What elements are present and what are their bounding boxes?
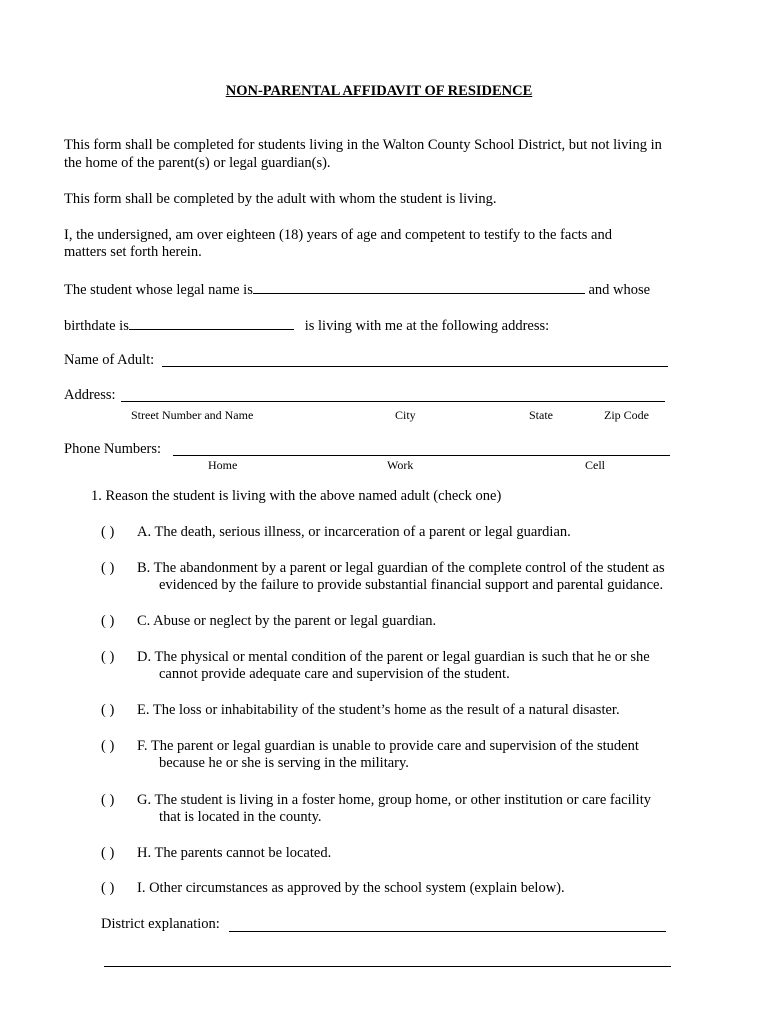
district-explanation-field[interactable] xyxy=(229,931,666,932)
student-name-suffix: and whose xyxy=(588,282,651,298)
intro-paragraph-2: This form shall be completed by the adult with whom the student is living. xyxy=(64,191,497,207)
option-b-text: B. The abandonment by a parent or legal guardian of the complete control of the student as xyxy=(137,560,665,576)
address-sub-city: City xyxy=(395,408,416,422)
option-i-text: I. Other circumstances as approved by the school system (explain below). xyxy=(137,880,565,896)
option-h-text: H. The parents cannot be located. xyxy=(137,845,332,861)
option-d-checkbox[interactable]: ( ) xyxy=(101,649,115,665)
option-g-text-continued: that is located in the county. xyxy=(159,809,322,825)
phone-sub-work: Work xyxy=(387,458,414,472)
district-explanation-label: District explanation: xyxy=(101,916,220,932)
option-g-text: G. The student is living in a foster home, group home, or other institution or care facility xyxy=(137,792,651,808)
option-e-text: E. The loss or inhabitability of the student’s home as the result of a natural disaster. xyxy=(137,702,620,718)
option-c-checkbox[interactable]: ( ) xyxy=(101,613,115,629)
option-b-text-continued: evidenced by the failure to provide substantial financial support and parental guidance. xyxy=(159,577,664,593)
address-label: Address: xyxy=(64,387,116,403)
question-prompt: 1. Reason the student is living with the above named adult (check one) xyxy=(91,488,502,504)
option-a-text: A. The death, serious illness, or incarceration of a parent or legal guardian. xyxy=(137,524,571,540)
district-explanation-field-line-2[interactable] xyxy=(104,966,671,967)
option-h-checkbox[interactable]: ( ) xyxy=(101,845,115,861)
adult-name-label: Name of Adult: xyxy=(64,352,155,368)
option-i-checkbox[interactable]: ( ) xyxy=(101,880,115,896)
phone-field[interactable] xyxy=(173,455,670,456)
birthdate-field[interactable] xyxy=(129,316,294,330)
phone-label: Phone Numbers: xyxy=(64,441,162,457)
student-name-field[interactable] xyxy=(253,280,585,294)
phone-sub-cell: Cell xyxy=(585,458,605,472)
option-e-checkbox[interactable]: ( ) xyxy=(101,702,115,718)
student-name-row xyxy=(64,280,650,299)
address-sub-street: Street Number and Name xyxy=(131,408,254,422)
form-title: NON-PARENTAL AFFIDAVIT OF RESIDENCE xyxy=(225,83,533,99)
option-d-text-continued: cannot provide adequate care and supervision of the student. xyxy=(159,666,510,682)
adult-name-field[interactable] xyxy=(162,366,668,367)
intro-paragraph-1-line-1: This form shall be completed for students living in the Walton County School District, but not living in xyxy=(64,137,662,153)
option-g-checkbox[interactable]: ( ) xyxy=(101,792,115,808)
address-sub-state: State xyxy=(529,408,553,422)
phone-sub-home: Home xyxy=(208,458,238,472)
birthdate-row xyxy=(64,316,549,335)
address-sub-zip: Zip Code xyxy=(604,408,649,422)
birthdate-label: birthdate is xyxy=(64,318,129,334)
option-f-checkbox[interactable]: ( ) xyxy=(101,738,115,754)
intro-paragraph-1-line-2: the home of the parent(s) or legal guardian(s). xyxy=(64,155,331,171)
option-c-text: C. Abuse or neglect by the parent or legal guardian. xyxy=(137,613,437,629)
intro-paragraph-3-line-2: matters set forth herein. xyxy=(64,244,202,260)
option-f-text-continued: because he or she is serving in the military. xyxy=(159,755,409,771)
address-field[interactable] xyxy=(121,401,665,402)
birthdate-suffix: is living with me at the following address: xyxy=(304,318,550,334)
option-d-text: D. The physical or mental condition of the parent or legal guardian is such that he or she xyxy=(137,649,650,665)
option-a-checkbox[interactable]: ( ) xyxy=(101,524,115,540)
intro-paragraph-3-line-1: I, the undersigned, am over eighteen (18) years of age and competent to testify to the facts and xyxy=(64,227,612,243)
option-f-text: F. The parent or legal guardian is unable to provide care and supervision of the student xyxy=(137,738,639,754)
student-name-label: The student whose legal name is xyxy=(64,282,253,298)
option-b-checkbox[interactable]: ( ) xyxy=(101,560,115,576)
